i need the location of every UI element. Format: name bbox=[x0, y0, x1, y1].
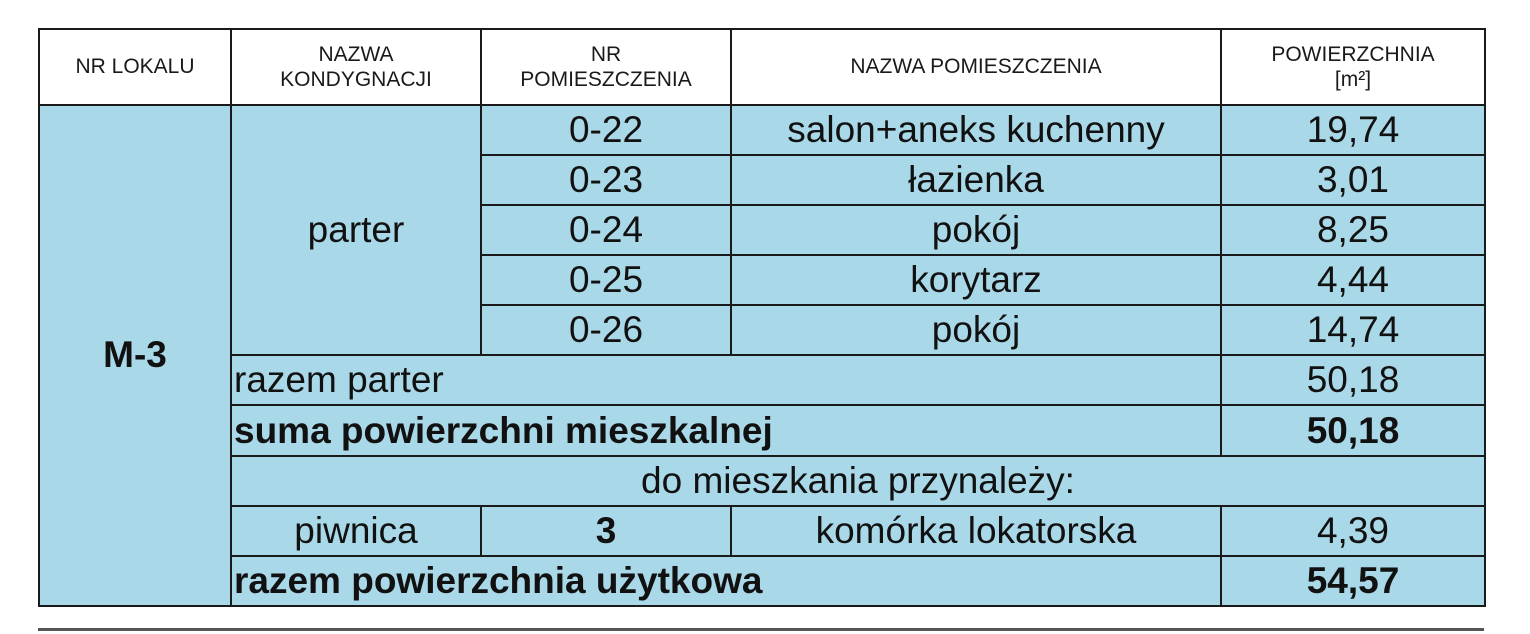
room-nr: 0-23 bbox=[481, 155, 731, 205]
room-name: salon+aneks kuchenny bbox=[731, 105, 1221, 155]
piwnica-name: komórka lokatorska bbox=[731, 506, 1221, 556]
header-nr-lokalu: NR LOKALU bbox=[39, 29, 231, 105]
lokal-number: M-3 bbox=[39, 105, 231, 606]
header-nazwa-kondygnacji bbox=[231, 29, 481, 105]
room-area: 19,74 bbox=[1221, 105, 1485, 155]
razem-parter-label: razem parter bbox=[231, 355, 1221, 405]
subtotal-row bbox=[39, 355, 1485, 405]
room-area-table bbox=[38, 28, 1486, 607]
header-nazwa-pomieszczenia: NAZWA POMIESZCZENIA bbox=[731, 29, 1221, 105]
room-nr: 0-22 bbox=[481, 105, 731, 155]
piwnica-kondygnacja: piwnica bbox=[231, 506, 481, 556]
header-nr-pomieszczenia bbox=[481, 29, 731, 105]
room-name: korytarz bbox=[731, 255, 1221, 305]
razem-uzytkowa-label: razem powierzchnia użytkowa bbox=[231, 556, 1221, 606]
header-nazwa-kondygnacji-line1: NAZWA bbox=[318, 42, 394, 66]
header-row bbox=[39, 29, 1485, 105]
header-nazwa-kondygnacji-line2: KONDYGNACJI bbox=[280, 67, 432, 91]
room-nr: 0-24 bbox=[481, 205, 731, 255]
header-powierzchnia-line1: POWIERZCHNIA bbox=[1271, 42, 1435, 66]
header-powierzchnia bbox=[1221, 29, 1485, 105]
room-nr: 0-26 bbox=[481, 305, 731, 355]
kondygnacja-parter: parter bbox=[231, 105, 481, 356]
room-name: pokój bbox=[731, 305, 1221, 355]
room-area: 8,25 bbox=[1221, 205, 1485, 255]
room-area: 4,44 bbox=[1221, 255, 1485, 305]
piwnica-nr: 3 bbox=[481, 506, 731, 556]
przynalezy-label: do mieszkania przynależy: bbox=[231, 456, 1485, 506]
total-usable-row bbox=[39, 556, 1485, 606]
table-row bbox=[39, 506, 1485, 556]
room-name: łazienka bbox=[731, 155, 1221, 205]
header-nr-pomieszczenia-line2: POMIESZCZENIA bbox=[520, 67, 692, 91]
suma-mieszkalnej-label: suma powierzchni mieszkalnej bbox=[231, 405, 1221, 455]
bottom-divider bbox=[38, 628, 1484, 631]
piwnica-area: 4,39 bbox=[1221, 506, 1485, 556]
table-row bbox=[39, 105, 1485, 155]
appurtenance-heading-row bbox=[39, 456, 1485, 506]
razem-uzytkowa-value: 54,57 bbox=[1221, 556, 1485, 606]
room-area: 3,01 bbox=[1221, 155, 1485, 205]
razem-parter-value: 50,18 bbox=[1221, 355, 1485, 405]
room-nr: 0-25 bbox=[481, 255, 731, 305]
total-living-row bbox=[39, 405, 1485, 455]
room-area: 14,74 bbox=[1221, 305, 1485, 355]
header-nr-pomieszczenia-line1: NR bbox=[590, 42, 622, 66]
suma-mieszkalnej-value: 50,18 bbox=[1221, 405, 1485, 455]
header-powierzchnia-unit: [m²] bbox=[1334, 67, 1372, 91]
room-name: pokój bbox=[731, 205, 1221, 255]
